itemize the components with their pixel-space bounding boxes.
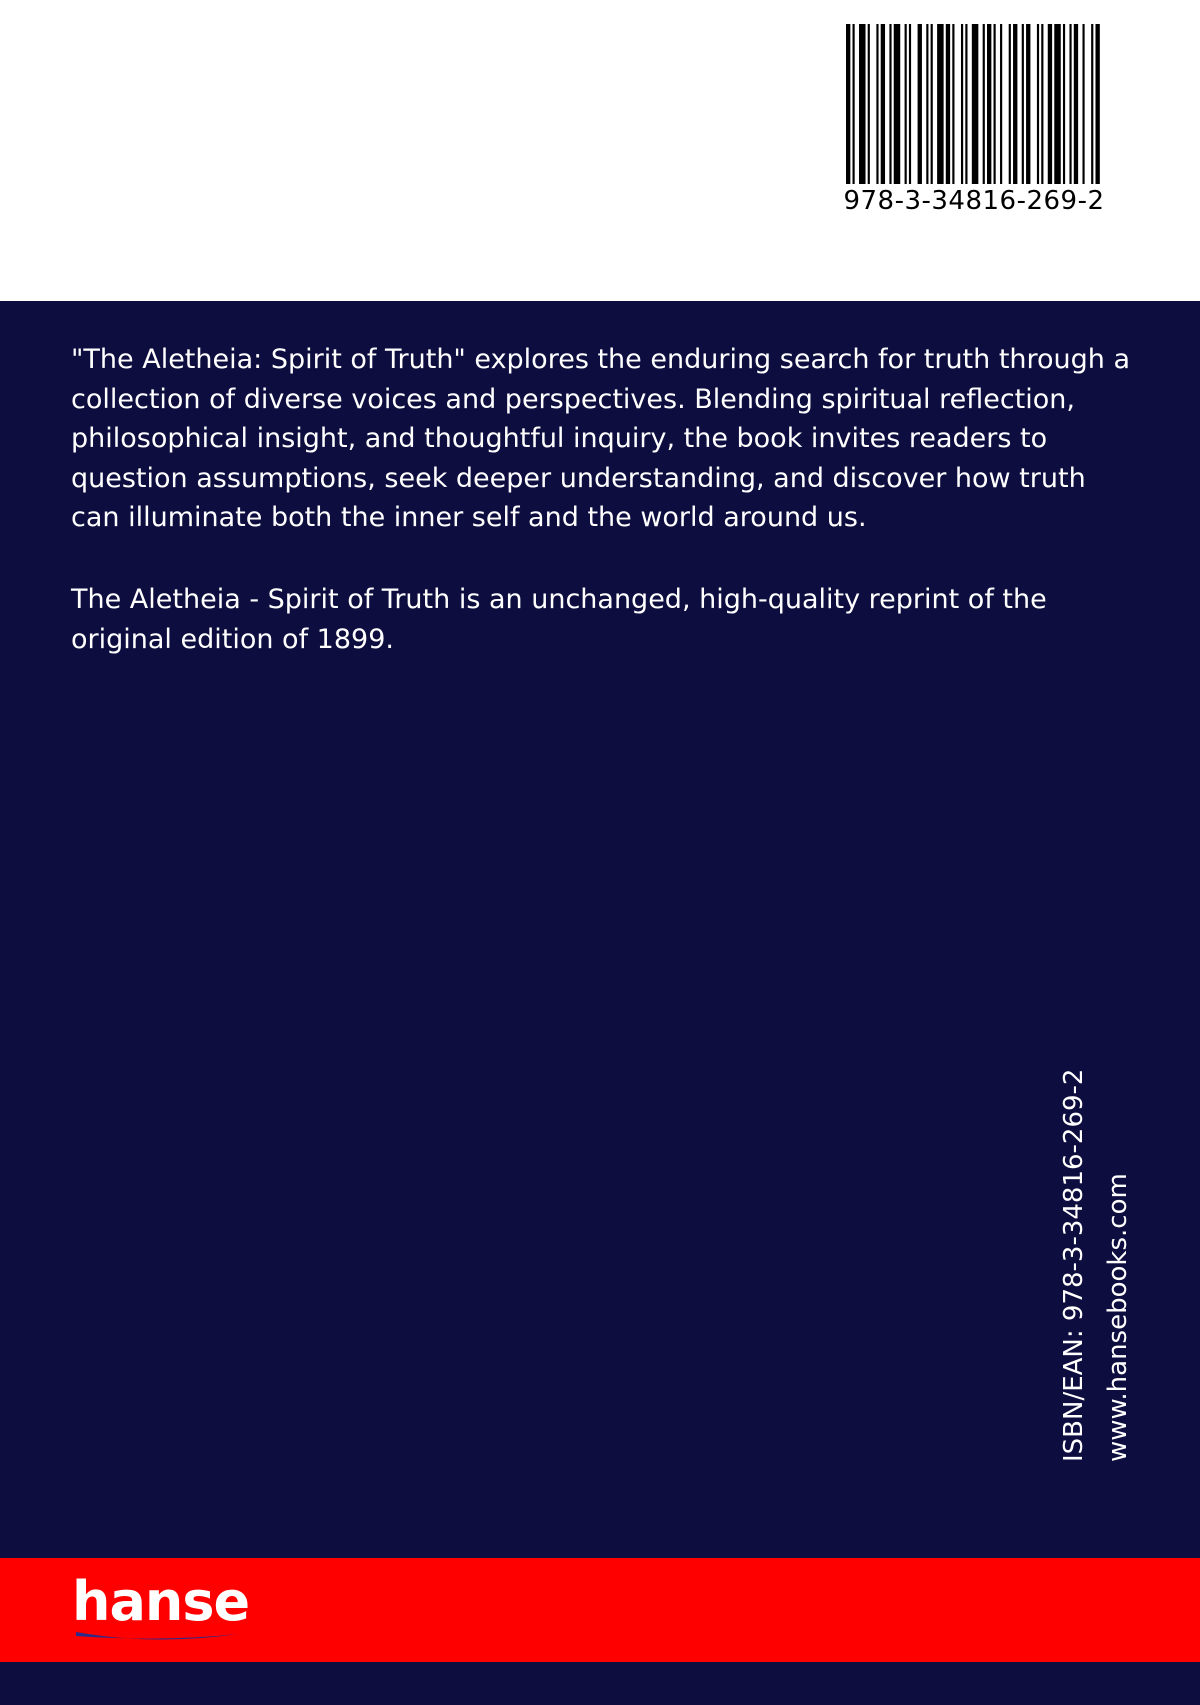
barcode-bar <box>1048 24 1052 184</box>
logo-wordmark: hanse <box>72 1570 250 1633</box>
barcode-bar <box>1091 24 1093 184</box>
barcode-number: 978-3-34816-269-2 <box>843 186 1105 216</box>
barcode-bar <box>1069 24 1071 184</box>
barcode-bar <box>1082 24 1084 184</box>
barcode-bar <box>931 24 933 184</box>
barcode-bar <box>972 24 979 184</box>
barcode-bar <box>1000 24 1002 184</box>
barcode-bar <box>1074 24 1078 184</box>
barcode-bar <box>859 24 866 184</box>
barcode-bar <box>926 24 928 184</box>
barcode-bar <box>918 24 922 184</box>
barcode-bar <box>952 24 954 184</box>
logo-swoosh-icon <box>74 1626 240 1644</box>
barcode-bar <box>1026 24 1030 184</box>
barcode-bar <box>881 24 885 184</box>
barcode-bar <box>937 24 944 184</box>
barcode-bar <box>909 24 911 184</box>
top-white-area <box>0 0 1200 301</box>
isbn-label: ISBN/EAN: 978-3-34816-269-2 <box>1059 1068 1089 1462</box>
reprint-note: The Aletheia - Spirit of Truth is an unchanged, high-quality reprint of the original edition of 1899. <box>71 584 1047 655</box>
website-label: www.hansebooks.com <box>1103 1173 1133 1462</box>
barcode-bar <box>1022 24 1024 184</box>
barcode-bar <box>1063 24 1065 184</box>
spine-info <box>1052 1042 1140 1462</box>
book-description: "The Aletheia: Spirit of Truth" explores the enduring search for truth through a collection of diverse voices and perspectives. Blending spiritual reflection, philosophical insight, and thoughtful inquiry, the book invites readers to question assumptions, seek deeper understanding, and discover how truth can illuminate both the inner self and the world around us. <box>71 344 1131 533</box>
barcode-bar <box>965 24 967 184</box>
barcode-bar <box>1095 24 1099 184</box>
barcode-bar <box>983 24 985 184</box>
barcode-bar <box>1041 24 1043 184</box>
barcode-bar <box>1009 24 1011 184</box>
barcode-bar <box>853 24 855 184</box>
barcode-bar <box>1037 24 1039 184</box>
barcode-bar <box>961 24 963 184</box>
barcode-bar <box>889 24 891 184</box>
barcode-bar <box>868 24 870 184</box>
barcode-bar <box>894 24 901 184</box>
barcode-bar <box>1054 24 1061 184</box>
barcode <box>838 18 1110 223</box>
hanse-logo <box>72 1570 250 1650</box>
barcode-bars <box>846 24 1102 199</box>
barcode-bar <box>1013 24 1017 184</box>
barcode-bar <box>946 24 950 184</box>
barcode-bar <box>846 24 850 184</box>
barcode-bar <box>987 24 991 184</box>
barcode-bar <box>905 24 907 184</box>
barcode-bar <box>876 24 878 184</box>
barcode-bar <box>994 24 996 184</box>
